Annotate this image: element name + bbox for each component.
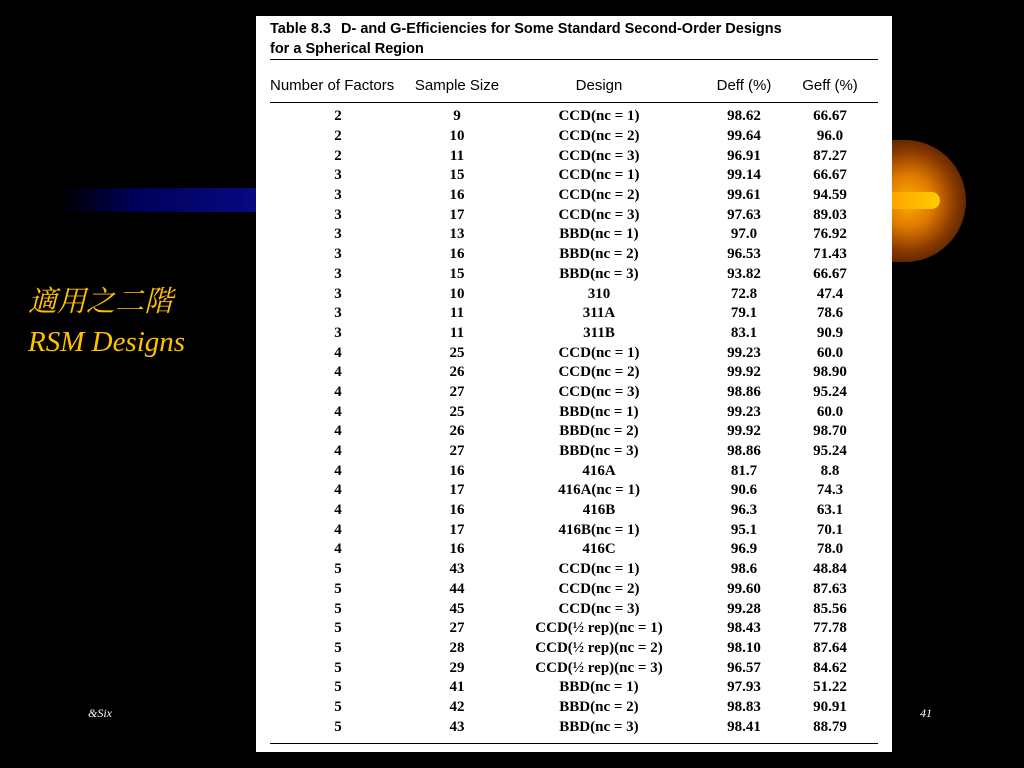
cell-d-eff: 99.23 — [727, 403, 761, 420]
cell-d-eff: 93.82 — [727, 265, 761, 282]
footer-left-text: &Six — [88, 706, 112, 720]
cell-g-eff: 89.03 — [813, 206, 847, 223]
cell-sample-size: 16 — [449, 541, 465, 558]
cell-d-eff: 97.63 — [727, 206, 761, 223]
cell-g-eff: 87.64 — [813, 639, 847, 656]
cell-d-eff: 99.14 — [727, 167, 761, 184]
cell-design: CCD(½ rep)(nc = 3) — [535, 659, 663, 676]
table-row — [270, 481, 878, 501]
cell-g-eff: 90.91 — [813, 698, 847, 715]
caption-number: Table 8.3 — [270, 21, 331, 37]
cell-d-eff: 97.93 — [727, 679, 761, 696]
cell-g-eff: 66.67 — [813, 265, 847, 282]
cell-factors: 5 — [334, 580, 342, 597]
table-row — [270, 520, 878, 540]
header-design: Design — [575, 76, 623, 94]
cell-design: CCD(nc = 3) — [558, 147, 640, 164]
cell-d-eff: 96.53 — [727, 246, 761, 263]
caption-line2: for a Spherical Region — [270, 41, 424, 57]
cell-sample-size: 43 — [449, 718, 465, 735]
table-row — [270, 442, 878, 462]
table-row — [270, 422, 878, 442]
cell-design: CCD(nc = 1) — [558, 344, 640, 361]
cell-d-eff: 83.1 — [730, 324, 758, 341]
cell-d-eff: 81.7 — [730, 462, 758, 479]
table-header — [270, 68, 878, 102]
bottom-rule — [270, 743, 878, 744]
table-row — [270, 619, 878, 639]
cell-design: BBD(nc = 1) — [559, 679, 639, 696]
cell-factors: 4 — [334, 383, 342, 400]
cell-design: CCD(nc = 3) — [558, 206, 640, 223]
table-row — [270, 461, 878, 481]
table-caption — [270, 19, 878, 59]
cell-factors: 3 — [334, 246, 342, 263]
cell-factors: 5 — [334, 639, 342, 656]
cell-design: CCD(nc = 3) — [558, 600, 640, 617]
table-row — [270, 324, 878, 344]
cell-g-eff: 95.24 — [813, 383, 847, 400]
cell-sample-size: 11 — [449, 147, 465, 164]
table-row — [270, 639, 878, 659]
page-number: 41 — [920, 706, 932, 720]
cell-sample-size: 27 — [449, 620, 465, 637]
table-row — [270, 304, 878, 324]
cell-design: CCD(nc = 1) — [558, 167, 640, 184]
cell-design: CCD(nc = 3) — [558, 383, 640, 400]
cell-factors: 2 — [334, 147, 342, 164]
cell-d-eff: 90.6 — [730, 482, 758, 499]
cell-factors: 4 — [334, 344, 342, 361]
cell-d-eff: 99.64 — [727, 128, 761, 145]
cell-factors: 5 — [334, 620, 342, 637]
cell-sample-size: 10 — [449, 285, 465, 302]
table-row — [270, 658, 878, 678]
cell-sample-size: 11 — [449, 305, 465, 322]
cell-design: CCD(nc = 2) — [558, 187, 640, 204]
cell-factors: 5 — [334, 600, 342, 617]
cell-design: BBD(nc = 3) — [559, 718, 639, 735]
cell-factors: 5 — [334, 679, 342, 696]
cell-factors: 4 — [334, 443, 342, 460]
cell-factors: 4 — [334, 541, 342, 558]
table-row — [270, 166, 878, 186]
cell-g-eff: 47.4 — [816, 285, 844, 302]
cell-factors: 5 — [334, 718, 342, 735]
header-d-eff: Deff (%) — [716, 76, 772, 94]
cell-sample-size: 16 — [449, 502, 465, 519]
cell-design: 416A — [582, 462, 616, 479]
cell-g-eff: 60.0 — [816, 403, 844, 420]
cell-g-eff: 85.56 — [813, 600, 847, 617]
cell-factors: 4 — [334, 521, 342, 538]
cell-sample-size: 25 — [449, 403, 465, 420]
cell-sample-size: 17 — [449, 482, 465, 499]
cell-factors: 3 — [334, 324, 342, 341]
cell-design: 310 — [587, 285, 611, 302]
table-row — [270, 146, 878, 166]
cell-factors: 3 — [334, 187, 342, 204]
cell-sample-size: 27 — [449, 383, 465, 400]
cell-d-eff: 96.91 — [727, 147, 761, 164]
table-row — [270, 343, 878, 363]
cell-d-eff: 98.43 — [727, 620, 761, 637]
table-row — [270, 678, 878, 698]
cell-d-eff: 99.28 — [727, 600, 761, 617]
cell-sample-size: 16 — [449, 187, 465, 204]
cell-sample-size: 25 — [449, 344, 465, 361]
cell-factors: 4 — [334, 482, 342, 499]
table-row — [270, 501, 878, 521]
table-row — [270, 540, 878, 560]
cell-sample-size: 43 — [449, 561, 465, 578]
cell-d-eff: 99.92 — [727, 364, 761, 381]
cell-g-eff: 84.62 — [813, 659, 847, 676]
cell-sample-size: 9 — [453, 108, 461, 125]
cell-sample-size: 16 — [449, 462, 465, 479]
cell-factors: 3 — [334, 285, 342, 302]
cell-sample-size: 28 — [449, 639, 465, 656]
cell-g-eff: 76.92 — [813, 226, 847, 243]
cell-d-eff: 97.0 — [730, 226, 758, 243]
cell-design: BBD(nc = 2) — [559, 698, 639, 715]
header-sample-size: Sample Size — [414, 76, 500, 94]
table-row — [270, 205, 878, 225]
cell-design: BBD(nc = 1) — [559, 403, 639, 420]
cell-design: 311A — [582, 305, 616, 322]
table-row — [270, 698, 878, 718]
cell-g-eff: 48.84 — [813, 561, 847, 578]
cell-factors: 5 — [334, 561, 342, 578]
cell-sample-size: 17 — [449, 521, 465, 538]
cell-g-eff: 66.67 — [813, 167, 847, 184]
cell-sample-size: 29 — [449, 659, 465, 676]
cell-design: BBD(nc = 2) — [559, 423, 639, 440]
cell-design: BBD(nc = 3) — [559, 443, 639, 460]
cell-g-eff: 78.0 — [816, 541, 844, 558]
cell-sample-size: 10 — [449, 128, 465, 145]
slide-title-chinese: 適用之二階 — [28, 286, 174, 318]
cell-g-eff: 98.90 — [813, 364, 847, 381]
cell-design: BBD(nc = 3) — [559, 265, 639, 282]
cell-d-eff: 98.86 — [727, 443, 761, 460]
table-row — [270, 580, 878, 600]
cell-g-eff: 87.63 — [813, 580, 847, 597]
cell-g-eff: 74.3 — [816, 482, 844, 499]
cell-design: CCD(nc = 2) — [558, 364, 640, 381]
cell-factors: 3 — [334, 305, 342, 322]
slide-title — [28, 282, 185, 362]
cell-factors: 3 — [334, 167, 342, 184]
cell-factors: 4 — [334, 403, 342, 420]
cell-g-eff: 87.27 — [813, 147, 847, 164]
header-g-eff: Geff (%) — [802, 76, 858, 94]
cell-factors: 2 — [334, 108, 342, 125]
table-row — [270, 402, 878, 422]
cell-design: BBD(nc = 1) — [559, 226, 639, 243]
cell-d-eff: 99.23 — [727, 344, 761, 361]
cell-design: 311B — [583, 324, 615, 341]
cell-sample-size: 27 — [449, 443, 465, 460]
table-row — [270, 284, 878, 304]
cell-design: BBD(nc = 2) — [559, 246, 639, 263]
cell-g-eff: 66.67 — [813, 108, 847, 125]
efficiency-table — [256, 16, 892, 752]
decorative-blue-bar — [60, 188, 280, 212]
cell-g-eff: 88.79 — [813, 718, 847, 735]
cell-g-eff: 78.6 — [816, 305, 844, 322]
cell-d-eff: 98.83 — [727, 698, 761, 715]
table-row — [270, 383, 878, 403]
header-number-of-factors: Number of Factors — [270, 76, 395, 94]
cell-factors: 4 — [334, 502, 342, 519]
cell-factors: 5 — [334, 698, 342, 715]
cell-sample-size: 15 — [449, 265, 465, 282]
cell-design: CCD(nc = 1) — [558, 108, 640, 125]
cell-sample-size: 15 — [449, 167, 465, 184]
cell-d-eff: 96.3 — [730, 502, 758, 519]
cell-g-eff: 94.59 — [813, 187, 847, 204]
cell-factors: 4 — [334, 364, 342, 381]
header-rule — [270, 102, 878, 103]
cell-sample-size: 16 — [449, 246, 465, 263]
table-row — [270, 599, 878, 619]
cell-d-eff: 99.61 — [727, 187, 761, 204]
table-row — [270, 186, 878, 206]
cell-sample-size: 26 — [449, 423, 465, 440]
table-row — [270, 245, 878, 265]
cell-d-eff: 95.1 — [730, 521, 758, 538]
cell-d-eff: 99.92 — [727, 423, 761, 440]
table-row — [270, 560, 878, 580]
cell-g-eff: 77.78 — [813, 620, 847, 637]
cell-d-eff: 79.1 — [730, 305, 758, 322]
cell-design: CCD(nc = 1) — [558, 561, 640, 578]
cell-sample-size: 42 — [449, 698, 465, 715]
table-row — [270, 717, 878, 737]
cell-d-eff: 96.9 — [730, 541, 758, 558]
cell-sample-size: 44 — [449, 580, 465, 597]
cell-d-eff: 72.8 — [730, 285, 758, 302]
cell-factors: 4 — [334, 462, 342, 479]
table-row — [270, 265, 878, 285]
cell-d-eff: 99.60 — [727, 580, 761, 597]
cell-d-eff: 98.86 — [727, 383, 761, 400]
cell-sample-size: 41 — [449, 679, 465, 696]
cell-factors: 3 — [334, 265, 342, 282]
cell-d-eff: 98.10 — [727, 639, 761, 656]
table-body — [270, 107, 878, 737]
cell-design: 416C — [582, 541, 616, 558]
top-rule — [270, 59, 878, 60]
table-row — [270, 107, 878, 127]
cell-g-eff: 8.8 — [820, 462, 840, 479]
cell-g-eff: 51.22 — [813, 679, 847, 696]
cell-design: CCD(½ rep)(nc = 2) — [535, 639, 663, 656]
cell-g-eff: 90.9 — [816, 324, 844, 341]
cell-g-eff: 63.1 — [816, 502, 844, 519]
cell-factors: 3 — [334, 206, 342, 223]
cell-d-eff: 98.41 — [727, 718, 761, 735]
cell-g-eff: 70.1 — [816, 521, 844, 538]
cell-factors: 3 — [334, 226, 342, 243]
cell-g-eff: 60.0 — [816, 344, 844, 361]
cell-sample-size: 11 — [449, 324, 465, 341]
cell-sample-size: 26 — [449, 364, 465, 381]
caption-text: D- and G-Efficiencies for Some Standard Second-Order Designs — [340, 21, 782, 37]
cell-factors: 2 — [334, 128, 342, 145]
cell-factors: 5 — [334, 659, 342, 676]
cell-design: CCD(nc = 2) — [558, 128, 640, 145]
cell-sample-size: 45 — [449, 600, 465, 617]
cell-design: 416B — [582, 502, 616, 519]
cell-d-eff: 98.6 — [730, 561, 758, 578]
cell-d-eff: 98.62 — [727, 108, 761, 125]
cell-design: 416A(nc = 1) — [558, 482, 640, 499]
cell-g-eff: 71.43 — [813, 246, 847, 263]
cell-design: CCD(nc = 2) — [558, 580, 640, 597]
cell-factors: 4 — [334, 423, 342, 440]
cell-g-eff: 96.0 — [816, 128, 844, 145]
table-row — [270, 363, 878, 383]
cell-g-eff: 95.24 — [813, 443, 847, 460]
slide-title-english: RSM Designs — [28, 326, 186, 358]
cell-g-eff: 98.70 — [813, 423, 847, 440]
cell-design: CCD(½ rep)(nc = 1) — [535, 620, 663, 637]
table-row — [270, 127, 878, 147]
cell-design: 416B(nc = 1) — [558, 521, 640, 538]
table-row — [270, 225, 878, 245]
cell-sample-size: 13 — [449, 226, 465, 243]
cell-sample-size: 17 — [449, 206, 465, 223]
cell-d-eff: 96.57 — [727, 659, 761, 676]
